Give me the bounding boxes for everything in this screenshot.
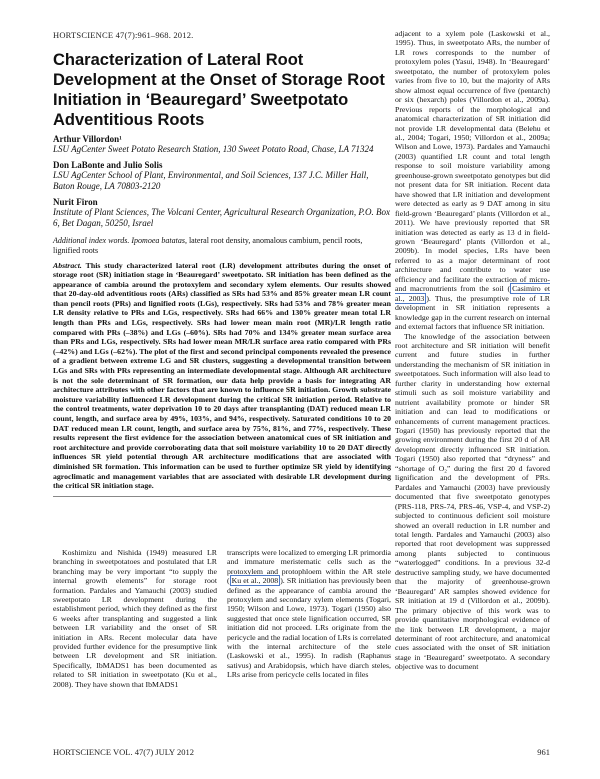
body-column-1: [53, 548, 217, 689]
author-affiliation: LSU AgCenter School of Plant, Environmental, and Soil Sciences, 137 J.C. Miller Hall, Baton Rouge, LA 70803-2120: [53, 169, 369, 191]
keywords: [53, 236, 391, 256]
body-paragraph: Koshimizu and Nishida (1949) measured LR branching in sweetpotatoes and postulated that LR branching may be very important “to supply the internal growth elements” for storage root formation. Pardales and Yamauchi (2003) studied sweetpotato LR development during the establishment period, which they defined as the first 6 weeks after transplanting and suggested a link between LR variability and the onset of SR initiation in ARs. Recent molecular data have provided further evidence for the presumptive link between LR development and SR initiation. Specifically, IbMADS1 has been documented as related to SR initiation in sweetpotato (Ku et al., 2008). They have shown that IbMADS1: [53, 548, 217, 689]
body-paragraph: [395, 29, 550, 332]
journal-header: HORTSCIENCE 47(7):961–968. 2012.: [53, 30, 194, 40]
body-text: transcripts were localized to emerging LR primordia and immature meristematic cells such as the protoxylem and protophloem within the AR stele (: [227, 548, 391, 586]
page-number: 961: [537, 747, 550, 757]
body-column-3: [395, 29, 550, 672]
author-name: Don LaBonte and Julio Solis: [53, 159, 163, 170]
page-footer: [53, 747, 550, 757]
author-name: Nurit Firon: [53, 196, 98, 207]
citation-link[interactable]: Casimiro et al., 2003: [395, 284, 550, 303]
footer-journal: HORTSCIENCE VOL. 47(7) JULY 2012: [53, 747, 195, 757]
abstract: [53, 261, 391, 491]
author-name: Arthur Villordon¹: [53, 134, 122, 144]
body-paragraph: [227, 548, 391, 680]
keywords-species: Ipomoea batatas: [131, 235, 185, 245]
citation-link[interactable]: Ku et al., 2008: [231, 576, 279, 586]
front-matter: [53, 50, 391, 497]
abstract-divider: [53, 496, 391, 497]
body-columns: [53, 548, 391, 689]
author-affiliation: LSU AgCenter Sweet Potato Research Station, 130 Sweet Potato Road, Chase, LA 71324: [53, 144, 374, 154]
body-text: ). Thus, the presumptive role of LR development in SR initiation represents a knowledge gap in the current research on internal and external factors that influence SR initiation.: [395, 293, 550, 332]
article-title: Characterization of Lateral Root Development at the Onset of Storage Root Initiation in ‘Beauregard’ Sweetpotato Adventitious Roots: [53, 51, 385, 129]
body-text: ). SR initiation has previously been defined as the appearance of cambia around the protoxylem and secondary xylem elements (Togari, 1950; Wilson and Lowe, 1973). Togari (1950) also suggested that once stele lignification occurred, SR initiation did not proceed. LRs originate from the pericycle and the radial location of LRs is correlated with the internal architecture of the stele (Laskowski et al., 1995). In radish (Raphanus sativus) and Arabidopsis, which have diarch steles, LRs arise from pericycle cells located in files: [227, 576, 391, 680]
abstract-label: Abstract.: [53, 260, 82, 270]
keywords-label: Additional index words.: [53, 235, 130, 245]
body-column-2: [227, 548, 391, 689]
keywords-list: , lateral root density, anomalous cambium, pencil roots, lignified roots: [53, 235, 363, 255]
body-paragraph: The knowledge of the association between root architecture and SR initiation will benefit current and future studies in further understanding the mechanism of SR initiation in sweetpotatoes. Such information will also lead to further clarity in understanding how external stimuli such as soil moisture variability and nutrient availability promote or hinder SR initiation and can lead to modifications or enhancements of current management practices. Togari (1950) has previously reported that the growing environment during the first 20 d of AR development directly influenced SR initiation. Togari (1950) also reported that “dryness” and “shortage of O₂” during the first 20 d favored lignification and the development of PRs. Pardales and Yamauchi (2003) have previously documented that five sweetpotato genotypes (PRS-118, PRS-74, PRS-46, VSP-4, and VSP-2) subjected to continuous deficient soil moisture showed an overall reduction in LR number and total length. Pardales and Yamauchi (2003) also reported that root development was suppressed among plants subjected to continuous “waterlogged” conditions. In a previous 32-d destructive sampling study, we have documented that the majority of greenhouse-grown ‘Beauregard’ AR samples showed evidence for SR initiation at 19 d (Villordon et al., 2009b). The primary objective of this work was to provide quantitative morphological evidence of the link between LR development, a major determinant of root architecture, and anatomical cues associated with the onset of SR initiation stage in ‘Beauregard’ sweetpotato. A secondary objective was to document: [395, 331, 550, 672]
author-affiliation: Institute of Plant Sciences, The Volcani Center, Agricultural Research Organization, P.O. Box 6, Bet Dagan, 50250, Israel: [53, 206, 390, 228]
abstract-text: This study characterized lateral root (LR) development attributes during the onset of storage root (SR) initiation stage in ‘Beauregard’ sweetpotato. SR initiation has been defined as the appearance of cambia around the protoxylem and secondary xylem elements. Our results showed that 20-day-old adventitious roots (ARs) classified as SRs had 53% and 85% greater mean LR count than pencil roots (PRs) and lignified roots (LGs), respectively. SRs had 53% and 78% greater mean LR density relative to PRs and LGs, respectively. SRs had 66% and 130% greater mean total LR length than PRs and LGs, respectively. SRs had lower mean main root (MR)/LR length ratio compared with PRs (–38%) and LGs (–60%). SRs had 70% and 134% greater mean surface area than PRs and LGs, respectively. SRs had lower mean MR/LR surface area ratio compared with PRs (–42%) and LGs (–62%). The plot of the first and second principal components revealed the presence of a gradient between extreme LG and SR clusters, suggesting a developmental transition between LGs and SRs with PRs representing an intermediate developmental stage. Although AR architecture is not the sole determinant of SR formation, our data help provide a basis for integrating AR architecture attributes with other factors that are known to influence SR initiation. Growth substrate moisture variability influenced LR development during the critical SR initiation period. Relative to the control treatments, water deprivation 10 to 20 days after transplanting (DAT) reduced mean LR count, length, and surface area by 49%, 103%, and 94%, respectively. Saturated conditions 10 to 20 DAT reduced mean LR count, length, and surface area by 75%, 81%, and 77%, respectively. These results represent the first evidence for the association between anatomical cues of SR initiation and root architecture and provide corroborating data that soil moisture variability 10 to 20 DAT directly influences SR yield potential through AR architecture modifications that are associated with diminished SR formation. This information can be used to further optimize SR yield by identifying agroclimatic and management variables that are associated with desirable LR development during the critical SR initiation stage.: [53, 260, 391, 491]
body-text: adjacent to a xylem pole (Laskowski et al., 1995). Thus, in sweetpotato ARs, the number of LR rows corresponds to the number of protoxylem poles (Yasui, 1948). In ‘Beauregard’ sweetpotato, the number of protoxylem poles varies from five to 10, but the majority of ARs show almost equal occurrence of five (pentarch) or six (hexarch) poles (Villordon et al., 2009a). Previous reports of the morphological and anatomical characterization of SR initiation did not provide LR developmental data (Belehu et al., 2004; Togari, 1950; Villordon et al., 2009a; Wilson and Lowe, 1973). Pardales and Yamauchi (2003) quantified LR count and total length response to soil moisture variability among greenhouse-grown sweetpotato genotypes but did not present data for SR initiation. Recent data have showed that LR initiation and development were detected as early as 9 DAT among in situ field-grown ‘Beauregard’ plants (Villordon et al., 2011). We have previously reported that SR initiation was detected as early as 13 d in field-grown ‘Beauregard’ plants (Villordon et al., 2009b). In model species, LRs have been referred to as a major determinant of root architecture and contribute to water use efficiency and facilitate the extraction of micro- and macronutrients from the soil (: [395, 29, 550, 294]
